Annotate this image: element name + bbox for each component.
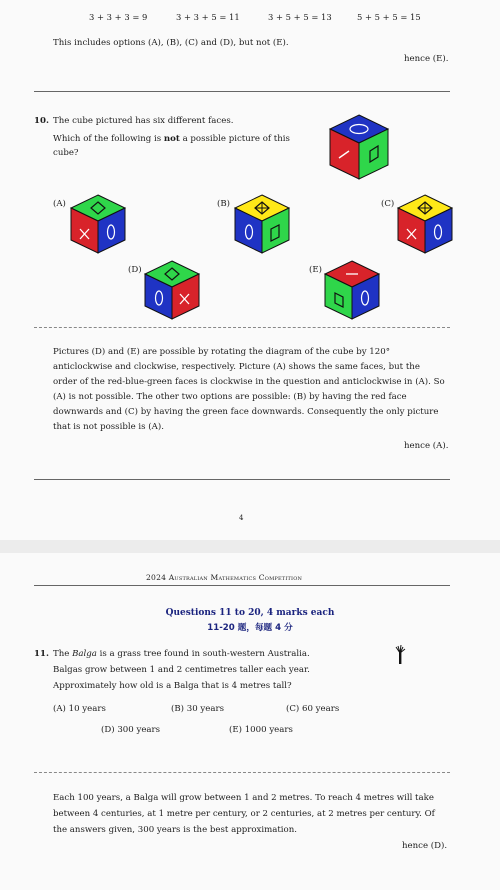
solution-divider [34,327,450,328]
q10-number: 10. [34,116,49,126]
q10-solution-line6: that is not possible is (A). [53,422,164,432]
header-rule [34,585,450,586]
includes-text: This includes options (A), (B), (C) and (D), but not (E). [53,38,289,48]
sum-2: 3 + 3 + 5 = 11 [176,12,240,22]
option-b-label: (B) [217,199,231,209]
q10-line1: The cube pictured has six different faces. [53,116,234,126]
answer-c: (C) 60 years [286,704,340,714]
solution-divider-2 [34,772,450,773]
page-5 [0,553,500,890]
answer-a: (A) 10 years [53,704,106,714]
q11-line3: Approximately how old is a Balga that is 4 metres tall? [53,681,292,691]
sum-3: 3 + 5 + 5 = 13 [268,12,332,22]
section-title: Questions 11 to 20, 4 marks each [165,608,335,618]
hence-d: hence (D). [402,841,448,851]
q10-line2: Which of the following is not a possible picture of this [53,134,290,144]
q11-solution-line1: Each 100 years, a Balga will grow between 1 and 2 metres. To reach 4 metres will take [53,793,434,803]
question-cube [328,113,390,181]
q11-number: 11. [34,649,49,659]
option-a-label: (A) [53,199,66,209]
option-a-cube [69,193,127,255]
page-number: 4 [239,514,244,522]
option-e-cube [323,259,381,321]
answer-d: (D) 300 years [101,725,161,735]
sum-4: 5 + 5 + 5 = 15 [357,12,421,22]
option-e-label: (E) [309,265,322,275]
option-d-cube [143,259,201,321]
q11-solution-line2: between 4 centuries, at 1 metre per century, or 2 centuries, at 2 metres per century. Of [53,809,435,819]
q11-line2: Balgas grow between 1 and 2 centimetres taller each year. [53,665,310,675]
q10-solution-line4: (A) is not possible. The other two options are possible: (B) by having the red face [53,392,407,402]
hence-e: hence (E). [404,54,449,64]
option-d-label: (D) [128,265,142,275]
q10-line3: cube? [53,148,79,158]
hence-a: hence (A). [404,441,449,451]
competition-header: 2024 Australian Mathematics Competition [146,573,303,582]
sum-1: 3 + 3 + 3 = 9 [89,12,148,22]
option-b-cube [233,193,291,255]
section-title-cn: 11-20 题，每题 4 分 [207,623,293,633]
q10-solution-line1: Pictures (D) and (E) are possible by rotating the diagram of the cube by 120° [53,347,391,357]
q10-solution-line2: anticlockwise and clockwise, respectively. Picture (A) shows the same faces, but the [53,362,420,372]
q11-line1: The Balga is a grass tree found in south-western Australia. [53,649,310,659]
q10-solution-line3: order of the red-blue-green faces is clockwise in the question and anticlockwise in (A). So [53,377,445,387]
section-rule [34,91,450,92]
option-c-cube [396,193,454,255]
q10-solution-line5: downwards and (C) by having the green face downwards. Consequently the only picture [53,407,439,417]
answer-e: (E) 1000 years [229,725,293,735]
answer-b: (B) 30 years [171,704,225,714]
q11-solution-line3: the answers given, 300 years is the best approximation. [53,825,297,835]
option-c-label: (C) [381,199,395,209]
balga-tree-icon [394,645,406,665]
section-rule-2 [34,479,450,480]
